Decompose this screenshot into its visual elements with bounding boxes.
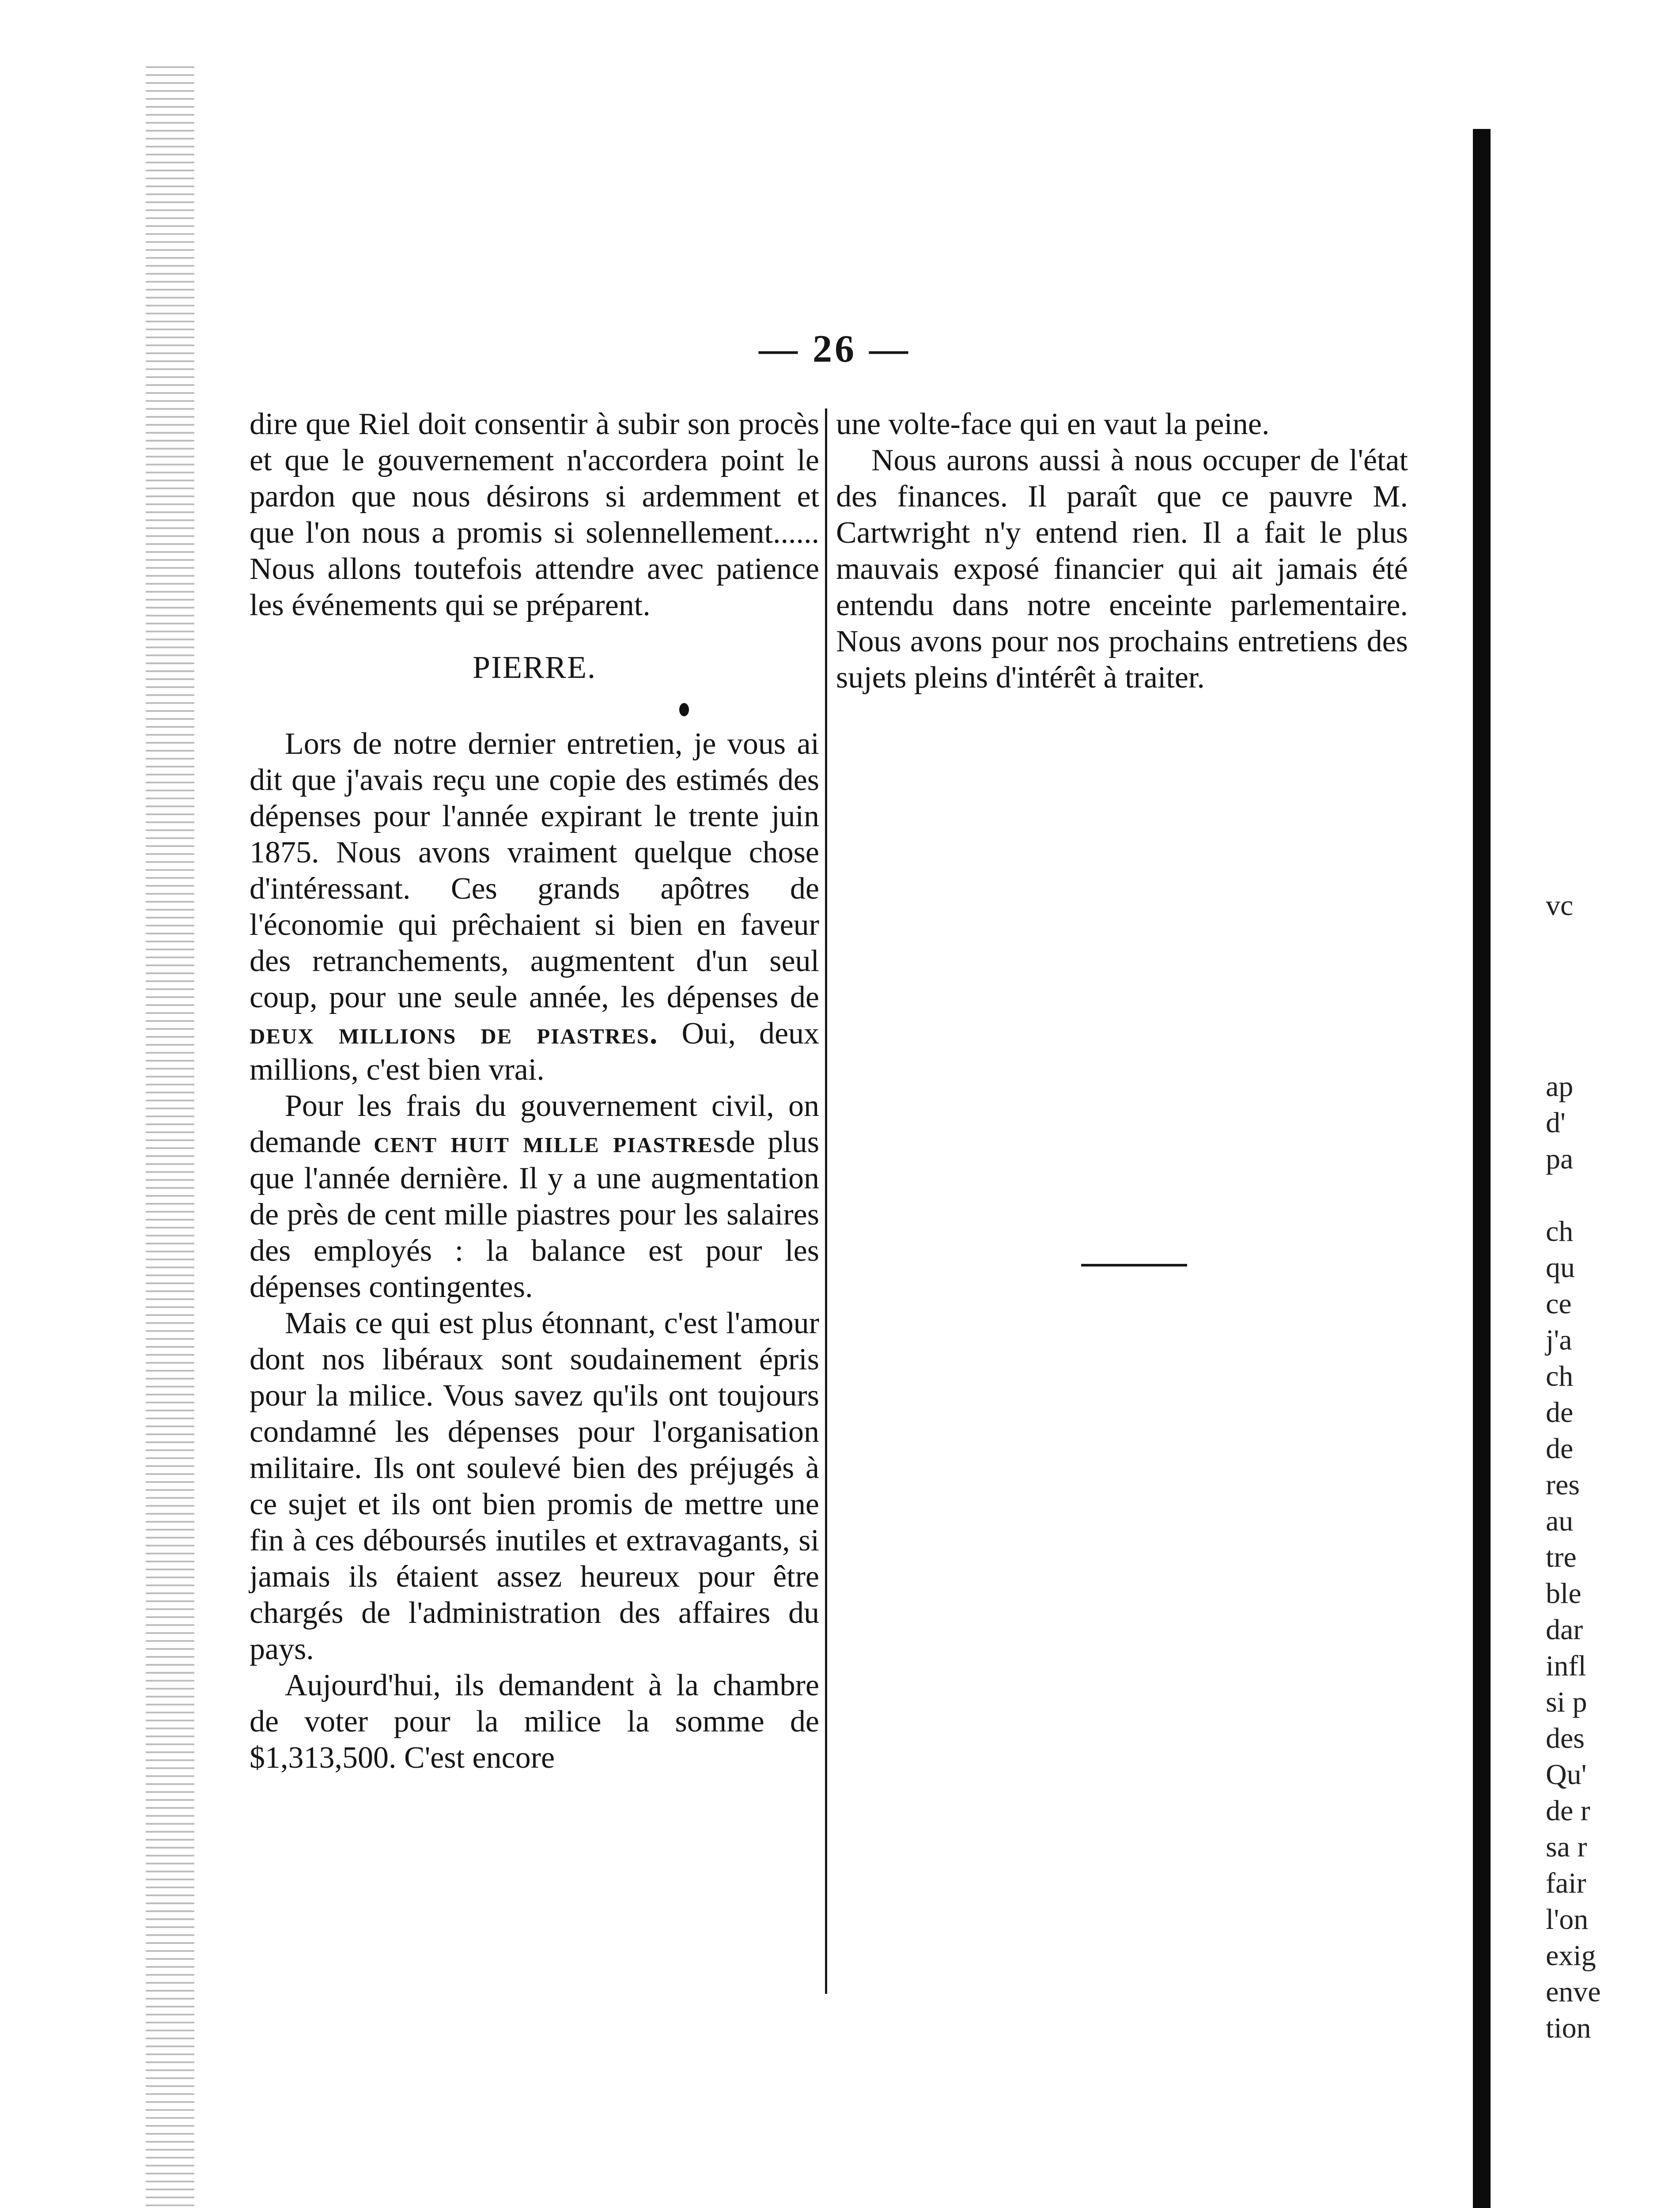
bleed-line: pa [1546, 1143, 1574, 1175]
emphasis-two-million: deux millions de piastres. [250, 1017, 658, 1051]
paragraph-finances: Nous aurons aussi à nous occuper de l'état des finances. Il paraît que ce pauvre M. Cartwright n'y entend rien. Il a fait le plus mauvais exposé financier qui ait jamais été entendu dans notre enceinte parlementaire. Nous avons pour nos prochains entretiens des sujets pleins d'intérêt à traiter. [836, 443, 1408, 695]
bleed-line: enve [1546, 1976, 1601, 2008]
paragraph-civil-government [250, 1088, 819, 1305]
bleed-line: tion [1546, 2012, 1591, 2044]
bleed-line: ch [1546, 1360, 1574, 1392]
bleed-line: aр [1546, 1070, 1574, 1103]
bleed-line: sa r [1546, 1831, 1587, 1863]
paragraph-estimates [250, 726, 819, 1088]
bleed-line [1546, 1032, 1661, 1069]
bleed-line: des [1546, 1722, 1585, 1754]
binding-edge-shadow [146, 66, 194, 2208]
paragraph-civil-head: Pour les frais du gouvernement civil, on demande [250, 1089, 819, 1159]
paragraph-militia: Mais ce qui est plus étonnant, c'est l'amour dont nos libéraux sont soudainement épris pour la milice. Vous savez qu'ils ont toujours condamné les dépenses pour l'organisation militaire. Ils ont soulevé bien des préjugés à ce sujet et ils ont bien promis de mettre une fin à ces déboursés inutiles et extravagants, si jamais ils étaient assez heureux pour être chargés de l'administration des affaires du pays. [250, 1306, 819, 1666]
bleed-line: de [1546, 1396, 1574, 1429]
bleed-line [1546, 996, 1661, 1032]
bleed-line [1546, 1177, 1661, 1214]
bleed-line: res [1546, 1469, 1580, 1501]
right-column [836, 406, 1408, 696]
bleed-line [1546, 960, 1661, 996]
bleed-line: ble [1546, 1577, 1582, 1610]
bleed-line: infl [1546, 1650, 1586, 1682]
bleed-line: qu [1546, 1251, 1575, 1284]
page-number: — 26 — [759, 328, 911, 371]
page-edge-bar [1473, 129, 1491, 2208]
bleed-line: vc [1546, 889, 1574, 922]
paragraph-estimates-tail: Oui, deux millions, c'est bien vrai. [250, 1017, 820, 1087]
bleed-line: d' [1546, 1107, 1566, 1139]
column-divider [825, 408, 827, 1994]
bleed-line: Qu' [1546, 1758, 1587, 1791]
bleed-line: l'on [1546, 1903, 1589, 1936]
ink-blot [679, 703, 689, 716]
signature: PIERRE. [472, 650, 597, 685]
bleed-line: au [1546, 1505, 1574, 1537]
paragraph-estimates-text: Lors de notre dernier entretien, je vous ai dit que j'avais reçu une copie des estimés des dépenses pour l'année expirant le trente juin 1875. Nous avons vraiment quelque chose d'intéressant. Ces grands apôtres de l'économie qui prêchaient si bien en faveur des retranchements, augmentent d'un seul coup, pour une seule année, les dépenses de [250, 727, 819, 1014]
bleed-line: exig [1546, 1940, 1596, 1972]
paragraph-volte-face: une volte-face qui en vaut la peine. [836, 407, 1270, 441]
emphasis-hundred-eight-thousand: cent huit mille piastres [374, 1125, 726, 1159]
bleed-line: j'a [1546, 1324, 1572, 1356]
bleed-line: dar [1546, 1614, 1583, 1646]
bleed-line: de [1546, 1433, 1574, 1465]
paragraph-civil-tail: de plus que l'année dernière. Il y a une augmentation de près de cent mille piastres pour les salaires des employés : la balance est pour les dépenses contingentes. [250, 1125, 819, 1304]
bleed-line: tre [1546, 1541, 1577, 1573]
bleed-line: ch [1546, 1215, 1574, 1248]
end-rule [1081, 1264, 1187, 1267]
left-column [250, 406, 819, 1776]
facing-page-bleed-text [1546, 888, 1661, 2046]
paragraph-militia-sum: Aujourd'hui, ils demandent à la chambre de voter pour la milice la somme de $1,313,500. C'est encore [250, 1668, 819, 1775]
opening-paragraph: dire que Riel doit consentir à subir son procès et que le gouvernement n'accordera point le pardon que nous désirons si ardemment et que l'on nous a promis si solennellement...... Nous allons toutefois attendre avec patience les événements qui se préparent. [250, 407, 819, 622]
bleed-line: de r [1546, 1795, 1590, 1827]
bleed-line: fair [1546, 1867, 1586, 1899]
bleed-line: ce [1546, 1288, 1572, 1320]
bleed-line: si p [1546, 1686, 1587, 1718]
bleed-line [1546, 924, 1661, 960]
